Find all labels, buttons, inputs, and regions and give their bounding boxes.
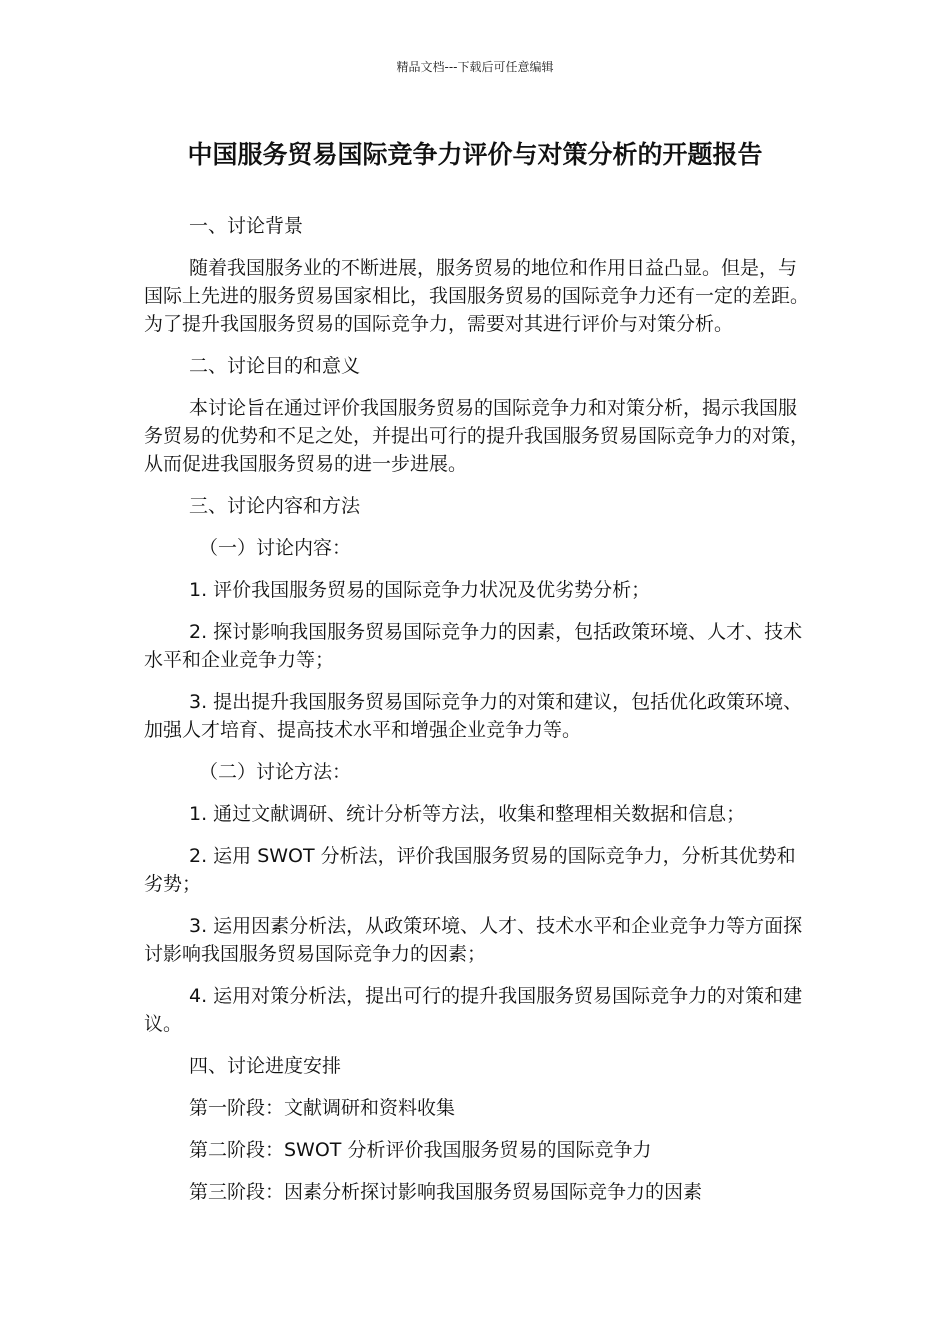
section-heading-purpose: 二、讨论目的和意义 xyxy=(189,355,361,377)
method-item-2: 2. 运用 SWOT 分析法，评价我国服务贸易的国际竞争力，分析其优势和劣势； xyxy=(144,845,796,895)
document-title: 中国服务贸易国际竞争力评价与对策分析的开题报告 xyxy=(187,140,763,169)
content-item-1: 1. 评价我国服务贸易的国际竞争力状况及优劣势分析； xyxy=(189,579,651,601)
subheading-content: （一）讨论内容： xyxy=(199,537,352,559)
schedule-stage-1: 第一阶段：文献调研和资料收集 xyxy=(189,1097,456,1119)
subheading-method: （二）讨论方法： xyxy=(199,761,352,783)
document-body xyxy=(144,212,812,1220)
method-item-1: 1. 通过文献调研、统计分析等方法，收集和整理相关数据和信息； xyxy=(189,803,746,825)
header-note: 精品文档---下载后可任意编辑 xyxy=(396,60,554,74)
section-heading-background: 一、讨论背景 xyxy=(189,215,304,237)
content-item-3: 3. 提出提升我国服务贸易国际竞争力的对策和建议，包括优化政策环境、加强人才培育、提高技术水平和增强企业竞争力等。 xyxy=(144,691,803,741)
paragraph-purpose: 本讨论旨在通过评价我国服务贸易的国际竞争力和对策分析，揭示我国服务贸易的优势和不足之处，并提出可行的提升我国服务贸易国际竞争力的对策，从而促进我国服务贸易的进一步进展。 xyxy=(144,397,810,475)
paragraph-background: 随着我国服务业的不断进展，服务贸易的地位和作用日益凸显。但是，与国际上先进的服务贸易国家相比，我国服务贸易的国际竞争力还有一定的差距。为了提升我国服务贸易的国际竞争力，需要对其进行评价与对策分析。 xyxy=(144,257,810,335)
schedule-stage-3: 第三阶段：因素分析探讨影响我国服务贸易国际竞争力的因素 xyxy=(189,1181,703,1203)
section-heading-content-method: 三、讨论内容和方法 xyxy=(189,495,361,517)
method-item-4: 4. 运用对策分析法，提出可行的提升我国服务贸易国际竞争力的对策和建议。 xyxy=(144,985,803,1035)
content-item-2: 2. 探讨影响我国服务贸易国际竞争力的因素，包括政策环境、人才、技术水平和企业竞争力等； xyxy=(144,621,803,671)
schedule-stage-2: 第二阶段：SWOT 分析评价我国服务贸易的国际竞争力 xyxy=(189,1139,652,1161)
section-heading-schedule: 四、讨论进度安排 xyxy=(189,1055,342,1077)
method-item-3: 3. 运用因素分析法，从政策环境、人才、技术水平和企业竞争力等方面探讨影响我国服务贸易国际竞争力的因素； xyxy=(144,915,803,965)
